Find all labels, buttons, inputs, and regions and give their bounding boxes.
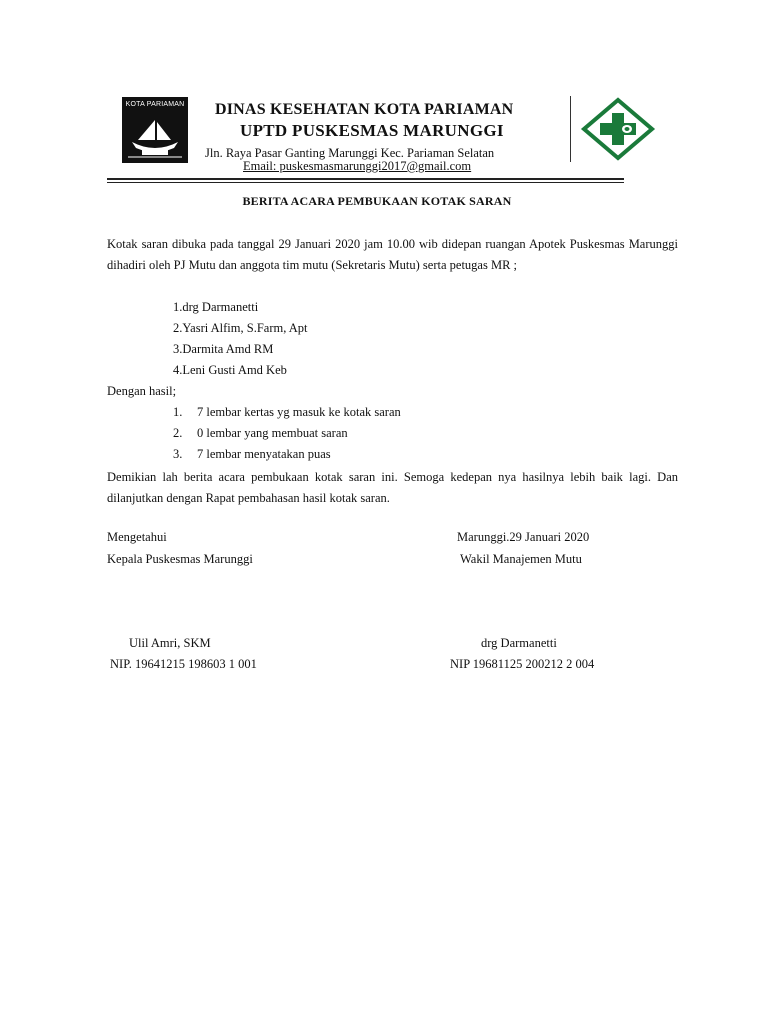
attendee-item: 4.Leni Gusti Amd Keb [173,363,287,377]
result-text: 7 lembar menyatakan puas [197,447,331,461]
result-number: 2. [173,426,183,440]
attendee-item: 2.Yasri Alfim, S.Farm, Apt [173,321,308,335]
logo-banner-text: KOTA PARIAMAN [125,101,185,108]
green-cross-icon [578,97,658,161]
document-title: BERITA ACARA PEMBUKAAN KOTAK SARAN [242,194,512,208]
sig-left-label1: Mengetahui [107,530,167,544]
result-number: 3. [173,447,183,461]
header-rule-thin [107,182,624,183]
kota-pariaman-logo [122,97,188,163]
result-text: 7 lembar kertas yg masuk ke kotak saran [197,405,401,419]
header-divider [570,96,571,162]
sig-right-nip: NIP 19681125 200212 2 004 [450,657,595,671]
sig-right-name: drg Darmanetti [481,636,557,650]
sig-left-label2: Kepala Puskesmas Marunggi [107,552,253,566]
intro-paragraph: Kotak saran dibuka pada tanggal 29 Januari 2020 jam 10.00 wib didepan ruangan Apotek Puskesmas Marunggi dihadiri oleh PJ Mutu dan anggota tim mutu (Sekretaris Mutu) serta petugas MR ; [107,237,678,272]
email-link[interactable]: Email: puskesmasmarunggi2017@gmail.com [243,159,472,173]
closing-paragraph: Demikian lah berita acara pembukaan kotak saran ini. Semoga kedepan nya hasilnya lebih baik lagi. Dan dilanjutkan dengan Rapat pembahasan hasil kotak saran. [107,470,678,505]
sig-left-name: Ulil Amri, SKM [129,636,211,650]
header-rule-thick [107,178,624,180]
address-line: Jln. Raya Pasar Ganting Marunggi Kec. Pariaman Selatan [205,146,495,160]
result-number: 1. [173,405,183,419]
sig-right-label2: Wakil Manajemen Mutu [460,552,582,566]
sig-left-nip: NIP. 19641215 198603 1 001 [110,657,257,671]
result-text: 0 lembar yang membuat saran [197,426,348,440]
agency-name: DINAS KESEHATAN KOTA PARIAMAN [215,101,514,118]
results-label: Dengan hasil; [107,384,177,398]
puskesmas-logo [578,97,658,161]
attendee-item: 1.drg Darmanetti [173,300,259,314]
ship-emblem-icon [124,110,186,161]
sig-right-label1: Marunggi.29 Januari 2020 [457,530,590,544]
attendee-item: 3.Darmita Amd RM [173,342,274,356]
clinic-name: UPTD PUSKESMAS MARUNGGI [240,121,504,140]
